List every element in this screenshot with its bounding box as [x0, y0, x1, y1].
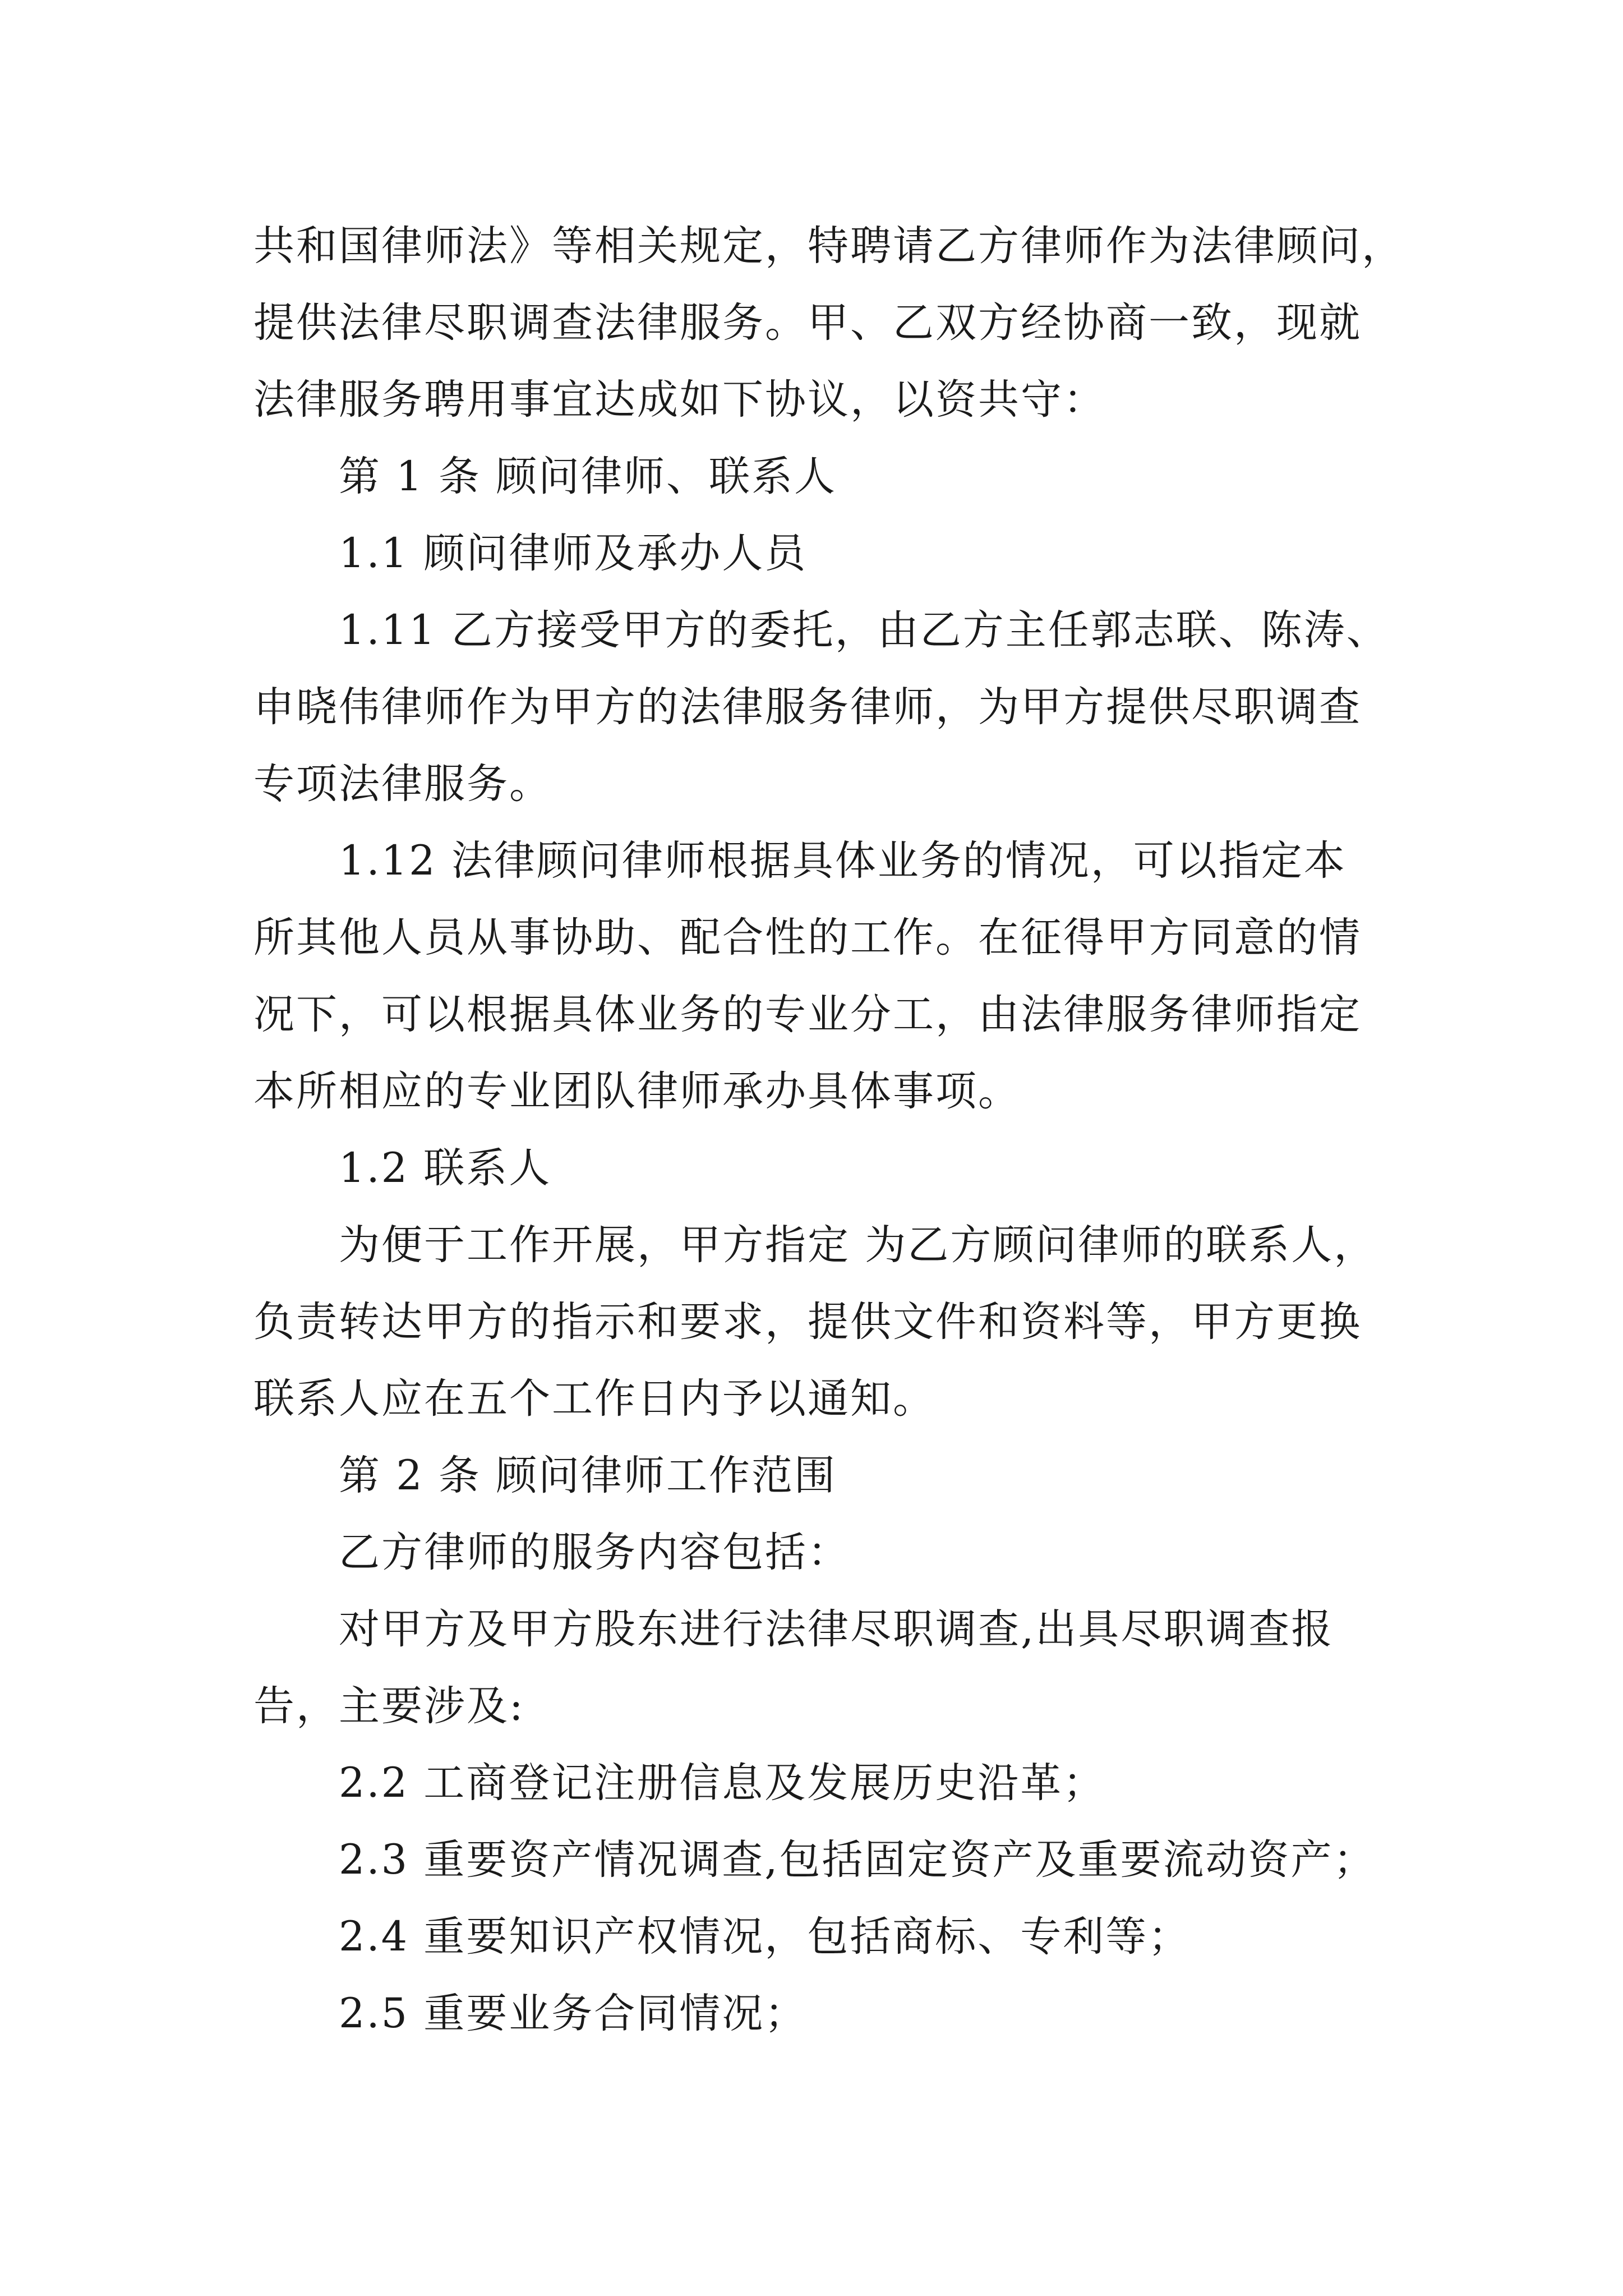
- item-2-4: 2.4 重要知识产权情况，包括商标、专利等；: [339, 1913, 1191, 1961]
- clause-1-12: 1.12 法律顾问律师根据具体业务的情况，可以指定本: [339, 837, 1347, 885]
- article-1-heading: 第 1 条 顾问律师、联系人: [339, 453, 837, 500]
- article-2-heading: 第 2 条 顾问律师工作范围: [339, 1452, 837, 1499]
- text-line: 告，主要涉及:: [253, 1682, 525, 1730]
- text-line: 本所相应的专业团队律师承办具体事项。: [253, 1068, 1021, 1115]
- text-line: 专项法律服务。: [253, 760, 552, 808]
- clause-1-11: 1.11 乙方接受甲方的委托，由乙方主任郭志联、陈涛、: [339, 606, 1389, 654]
- item-2-3: 2.3 重要资产情况调查,包括固定资产及重要流动资产；: [339, 1836, 1376, 1884]
- section-1-1-heading: 1.1 顾问律师及承办人员: [339, 530, 808, 577]
- document-body: [253, 208, 1403, 2052]
- contact-paragraph: 为便于工作开展，甲方指定 为乙方顾问律师的联系人，: [339, 1221, 1377, 1269]
- text-line: 提供法律尽职调查法律服务。甲、乙双方经协商一致，现就: [253, 299, 1362, 347]
- section-1-2-heading: 1.2 联系人: [339, 1144, 552, 1192]
- text-line: 申晓伟律师作为甲方的法律服务律师，为甲方提供尽职调查: [253, 683, 1362, 731]
- item-2-5: 2.5 重要业务合同情况；: [339, 1990, 808, 2037]
- text-line: 法律服务聘用事宜达成如下协议，以资共守：: [253, 376, 1106, 424]
- text-line: 所其他人员从事协助、配合性的工作。在征得甲方同意的情: [253, 914, 1362, 961]
- service-intro: 乙方律师的服务内容包括：: [339, 1529, 850, 1576]
- text-line: 负责转达甲方的指示和要求，提供文件和资料等，甲方更换: [253, 1298, 1362, 1346]
- text-line: 联系人应在五个工作日内予以通知。: [253, 1375, 935, 1423]
- item-2-2: 2.2 工商登记注册信息及发展历史沿革；: [339, 1759, 1106, 1807]
- due-diligence-paragraph: 对甲方及甲方股东进行法律尽职调查,出具尽职调查报: [339, 1605, 1334, 1653]
- text-line: 共和国律师法》等相关规定，特聘请乙方律师作为法律顾问，: [253, 222, 1404, 270]
- text-line: 况下，可以根据具体业务的专业分工，由法律服务律师指定: [253, 991, 1362, 1038]
